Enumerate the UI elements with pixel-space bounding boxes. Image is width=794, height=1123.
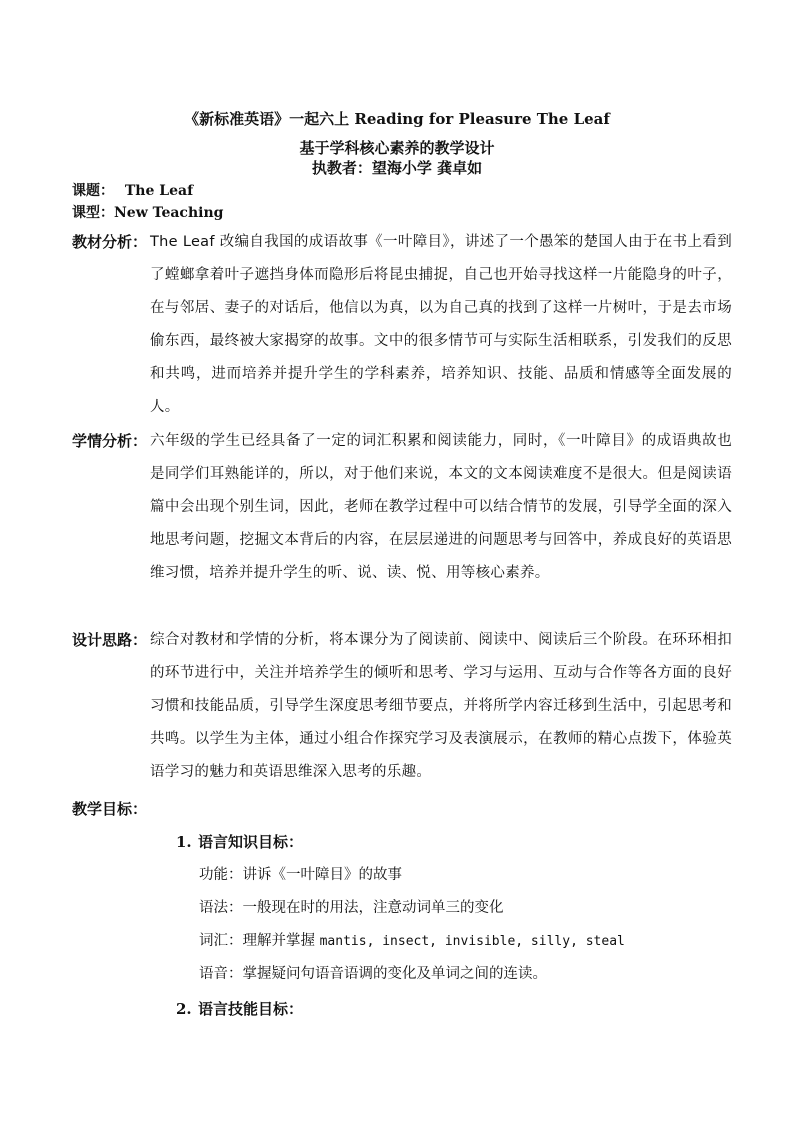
type-line [72, 202, 223, 222]
document-author: 执教者：望海小学 龚卓如 [311, 159, 483, 177]
goal-item-grammar: 语法：一般现在时的用法，注意动词单三的变化 [199, 900, 504, 916]
goal-title: 语言知识目标： [198, 833, 304, 851]
goal-number: 2. [176, 1000, 192, 1018]
vocabulary-words: mantis, insect, invisible, silly, steal [319, 934, 625, 949]
goal-language-skills [176, 993, 303, 1026]
student-analysis-text: 六年级的学生已经具备了一定的词汇积累和阅读能力，同时，《一叶障目》的成语典故也是同学们耳熟能详的，所以，对于他们来说，本文的文本阅读难度不是很大。但是阅读语篇中会出现个别生词，因此，老师在教学过程中可以结合情节的发展，引导学全面的深入地思考问题，挖掘文本背后的内容，在层层递进的问题思考与回答中，养成良好的英语思维习惯，培养并提升学生的听、说、读、悦、用等核心素养。 [150, 433, 732, 581]
goal-item-vocabulary [199, 925, 625, 958]
goal-item-function: 功能：讲诉《一叶障目》的故事 [199, 867, 402, 883]
design-ideas-section [72, 624, 732, 789]
materials-analysis-section [72, 226, 732, 424]
goal-number: 1. [176, 833, 192, 851]
student-analysis-label: 学情分析： [72, 432, 148, 450]
student-analysis-section [72, 425, 732, 590]
goal-title: 语言技能目标： [198, 1000, 304, 1018]
goal-item-phonetics: 语音：掌握疑问句语音语调的变化及单词之间的连读。 [199, 966, 547, 982]
type-label: 课型： [72, 205, 114, 221]
topic-value: The Leaf [124, 183, 194, 199]
materials-analysis-text: The Leaf 改编自我国的成语故事《一叶障目》，讲述了一个愚笨的楚国人由于在书上看到了螳螂拿着叶子遮挡身体而隐形后将昆虫捕捉，自己也开始寻找这样一片能隐身的叶子，在与邻居、妻子的对话后，他信以为真，以为自己真的找到了这样一片树叶，于是去市场偷东西，最终被大家揭穿的故事。文中的很多情节可与实际生活相联系，引发我们的反思和共鸣，进而培养并提升学生的学科素养，培养知识、技能、品质和情感等全面发展的人。 [150, 234, 732, 415]
type-value: New Teaching [114, 205, 224, 221]
document-title: 《新标准英语》一起六上 Reading for Pleasure The Leaf [184, 110, 610, 128]
topic-label: 课题： [72, 183, 114, 199]
design-ideas-text: 综合对教材和学情的分析，将本课分为了阅读前、阅读中、阅读后三个阶段。在环环相扣的环节进行中，关注并培养学生的倾听和思考、学习与运用、互动与合作等各方面的良好习惯和技能品质，引导学生深度思考细节要点，并将所学内容迁移到生活中，引起思考和共鸣。以学生为主体，通过小组合作探究学习及表演展示，在教师的精心点拨下，体验英语学习的魅力和英语思维深入思考的乐趣。 [150, 632, 732, 780]
materials-analysis-label: 教材分析： [72, 233, 148, 251]
teaching-goals-heading: 教学目标： [72, 800, 148, 818]
document-subtitle: 基于学科核心素养的教学设计 [299, 139, 495, 157]
design-ideas-label: 设计思路： [72, 631, 148, 649]
goal-language-knowledge [176, 826, 303, 859]
topic-line [72, 180, 193, 200]
vocabulary-label: 词汇：理解并掌握 [199, 933, 320, 949]
